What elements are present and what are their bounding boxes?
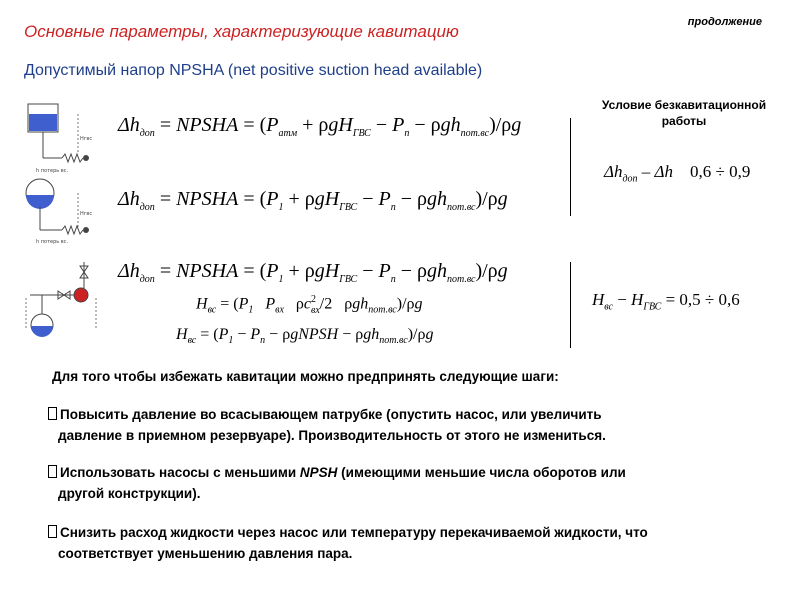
step1-line2: давление в приемном резервуаре). Производительность от этого не измениться. — [58, 428, 606, 443]
steps-intro: Для того чтобы избежать кавитации можно предпринять следующие шаги: — [52, 369, 559, 384]
pump-valve-diagram — [20, 258, 104, 348]
step-item-2 — [48, 462, 768, 504]
formula-hvs-1: $H_{вс} = (P_1$ $P_{вх}$ $\rho c^2_{вх}/2$ ρgh$_{пот.вс}$)/ρg — [196, 294, 423, 316]
step2-line1-em: NPSH — [299, 465, 338, 480]
formula-hvs-2: $H_{вс} = (P_1 - P_п$ − ρgNPSH − ρgh$_{пот.вс}$)/ρg — [176, 326, 434, 347]
open-tank-diagram — [22, 100, 104, 174]
formula-npsha-open: $\Delta h_{доп}$ = NPSHA = $(P_{атм} + \rho gH_{ГВС} - P_п - \rho gh_{пот.вс})/\rho g$ — [118, 114, 522, 139]
losses-label-2: h потерь вс. — [36, 239, 69, 245]
step-item-3 — [48, 522, 768, 564]
bullet-box-icon — [48, 525, 57, 538]
condition-ratio-1: $\Delta h_{доп}$ – Δh 0,6 ÷ 0,9 — [604, 162, 751, 185]
step3-line1: Снизить расход жидкости через насос или температуру перекачиваемой жидкости, что — [60, 525, 648, 540]
step2-line1-pre: Использовать насосы с меньшими — [60, 465, 300, 480]
step2-line1-post: (имеющими меньшие числа оборотов или — [337, 465, 626, 480]
closed-tank-diagram — [22, 175, 104, 247]
page-title: Основные параметры, характеризующие кавитацию — [24, 22, 459, 41]
continuation-label: продолжение — [687, 16, 762, 28]
step3-line2: соответствует уменьшению давления пара. — [58, 546, 353, 561]
step2-line2: другой конструкции). — [58, 486, 201, 501]
hgvs-label-1: Hгвс — [80, 136, 93, 142]
condition-heading — [586, 97, 782, 129]
step-item-1 — [48, 404, 768, 446]
condition-heading-line2: работы — [661, 114, 707, 128]
condition-ratio-2: $H_{вс} - H_{ГВС} = 0,5 \div 0,6$ — [592, 290, 740, 313]
formula-npsha-pump: $\Delta h_{доп}$ = NPSHA = $(P_1 + \rho gH_{ГВС} - P_п - \rho gh_{пот.вс})/\rho g$ — [118, 260, 508, 285]
brace-right-1 — [562, 118, 571, 216]
bullet-box-icon — [48, 465, 57, 478]
condition-heading-line1: Условие безкавитационной — [601, 98, 767, 112]
section-subtitle: Допустимый напор NPSHA (net positive suction head available) — [24, 62, 483, 79]
bullet-box-icon — [48, 407, 57, 420]
step1-line1: Повысить давление во всасывающем патрубке (опустить насос, или увеличить — [60, 407, 602, 422]
losses-label-1: h потерь вс. — [36, 168, 69, 174]
hgvs-label-2: Hгвс — [80, 211, 93, 217]
brace-right-2 — [562, 262, 571, 348]
formula-npsha-closed: $\Delta h_{доп}$ = NPSHA = $(P_1 + \rho gH_{ГВС} - P_п - \rho gh_{пот.вс})/\rho g$ — [118, 188, 508, 213]
